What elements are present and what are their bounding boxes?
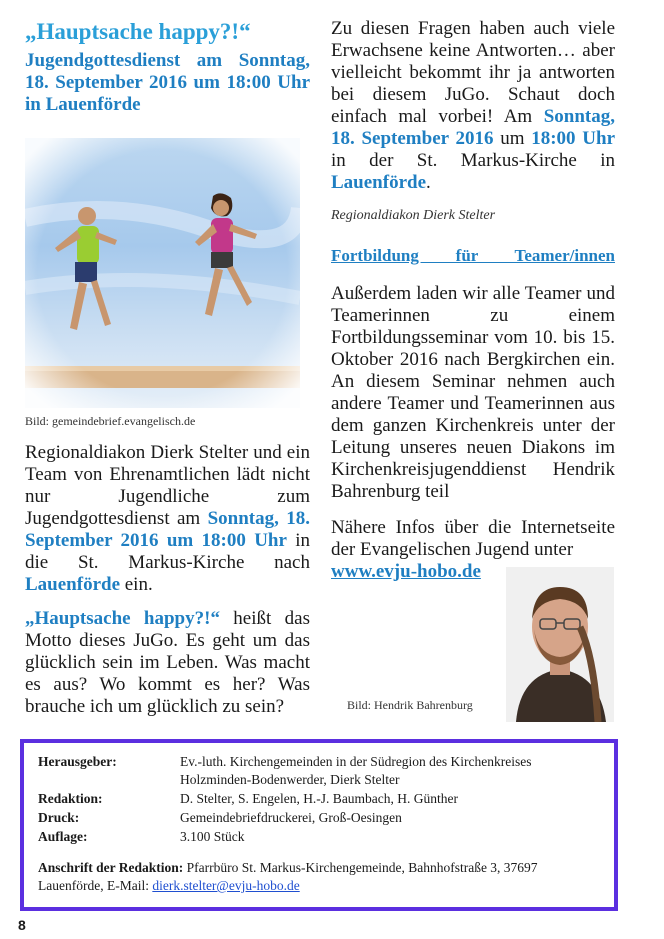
left-para-2 bbox=[25, 608, 310, 718]
label: Herausgeber: bbox=[38, 754, 117, 769]
value: Pfarrbüro St. Markus-Kirchengemeinde, Bahnhofstraße 3, 37697 Lauenförde, E-Mail: bbox=[38, 860, 538, 893]
text: Zu diesen Fragen haben auch viele Erwachsene keine Antworten… aber vielleicht bekommt ihr ja antworten bei diesem JuGo. Schaut doch einfach mal vorbei! Am bbox=[331, 18, 615, 127]
photo-caption: Bild: gemeindebrief.evangelisch.de bbox=[25, 414, 196, 428]
highlight-time: 18:00 Uhr bbox=[531, 128, 615, 149]
portrait-caption: Bild: Hendrik Bahrenburg bbox=[347, 698, 473, 712]
highlight-date: Sonntag, 18. September 2016 bbox=[331, 106, 615, 149]
value: Ev.-luth. Kirchengemeinden in der Südregion des Kirchenkreises Holzminden-Bodenwerder, Dierk Stelter bbox=[180, 754, 532, 787]
signature: Regionaldiakon Dierk Stelter bbox=[331, 208, 496, 223]
text: ein. bbox=[120, 574, 153, 595]
text: in die St. Markus-Kirche nach bbox=[25, 530, 311, 573]
highlight-place: Lauenförde bbox=[25, 574, 120, 595]
label: Druck: bbox=[38, 810, 80, 825]
impressum-row-herausgeber bbox=[38, 753, 600, 789]
left-column bbox=[25, 18, 310, 116]
page-number: 8 bbox=[18, 917, 26, 933]
label: Auflage: bbox=[38, 829, 88, 844]
value: D. Stelter, S. Engelen, H.-J. Baumbach, H. Günther bbox=[180, 791, 459, 806]
value: Gemeindebriefdruckerei, Groß-Oesingen bbox=[180, 810, 402, 825]
label: Redaktion: bbox=[38, 791, 103, 806]
impressum-row-druck bbox=[38, 809, 600, 827]
article-title: „Hauptsache happy?!“ bbox=[25, 19, 251, 44]
impressum-row-auflage bbox=[38, 828, 600, 846]
text: um bbox=[493, 128, 532, 149]
email-link[interactable]: dierk.stelter@evju-hobo.de bbox=[152, 878, 300, 893]
jumping-kids-photo bbox=[25, 138, 300, 408]
text: . bbox=[426, 172, 431, 193]
highlight-motto: „Hauptsache happy?!“ bbox=[25, 608, 220, 629]
website-url[interactable]: www.evju-hobo.de bbox=[331, 561, 481, 582]
article-subtitle: Jugendgottesdienst am Sonntag, 18. September 2016 um 18:00 Uhr in Lauenförde bbox=[25, 50, 310, 115]
impressum-anschrift bbox=[38, 859, 604, 895]
label: Anschrift der Redaktion: bbox=[38, 860, 184, 875]
right-para-3 bbox=[331, 517, 615, 561]
highlight-date: Sonntag, 18. September 2016 um 18:00 Uhr bbox=[25, 508, 311, 551]
value: 3.100 Stück bbox=[180, 829, 245, 844]
impressum-box bbox=[20, 739, 618, 911]
text: Regionaldiakon Dierk Stelter und ein Team von Ehrenamtlichen lädt nicht nur Jugendliche zum Jugendgottesdienst am bbox=[25, 442, 310, 529]
left-para-1 bbox=[25, 442, 310, 596]
impressum-row-redaktion bbox=[38, 790, 600, 808]
right-para-1 bbox=[331, 18, 615, 194]
text: in der St. Markus-Kirche in bbox=[331, 150, 615, 171]
section-title: Fortbildung für Teamer/innen bbox=[331, 246, 615, 265]
text: Nähere Infos über die Internetseite der Evangelischen Jugend unter bbox=[331, 517, 615, 560]
text: heißt das Motto dieses JuGo. Es geht um das glücklich sein im Leben. Was macht es aus? Wo kommt es her? Was brauche ich um glücklich zu sein? bbox=[25, 608, 310, 717]
website-link[interactable] bbox=[331, 561, 481, 583]
right-para-2: Außerdem laden wir alle Teamer und Teamerinnen zu einem Fortbildungsseminar vom 10. bis 15. Oktober 2016 nach Bergkirchen ein. An diesem Seminar nehmen auch andere Teamer und Teamerinnen aus dem ganzen Kirchenkreis unter der Leitung unseres neuen Diakons im Kirchenkreisjugenddienst Hendrik Bahrenburg teil bbox=[331, 283, 615, 502]
highlight-place: Lauenförde bbox=[331, 172, 426, 193]
portrait-photo bbox=[506, 567, 614, 722]
